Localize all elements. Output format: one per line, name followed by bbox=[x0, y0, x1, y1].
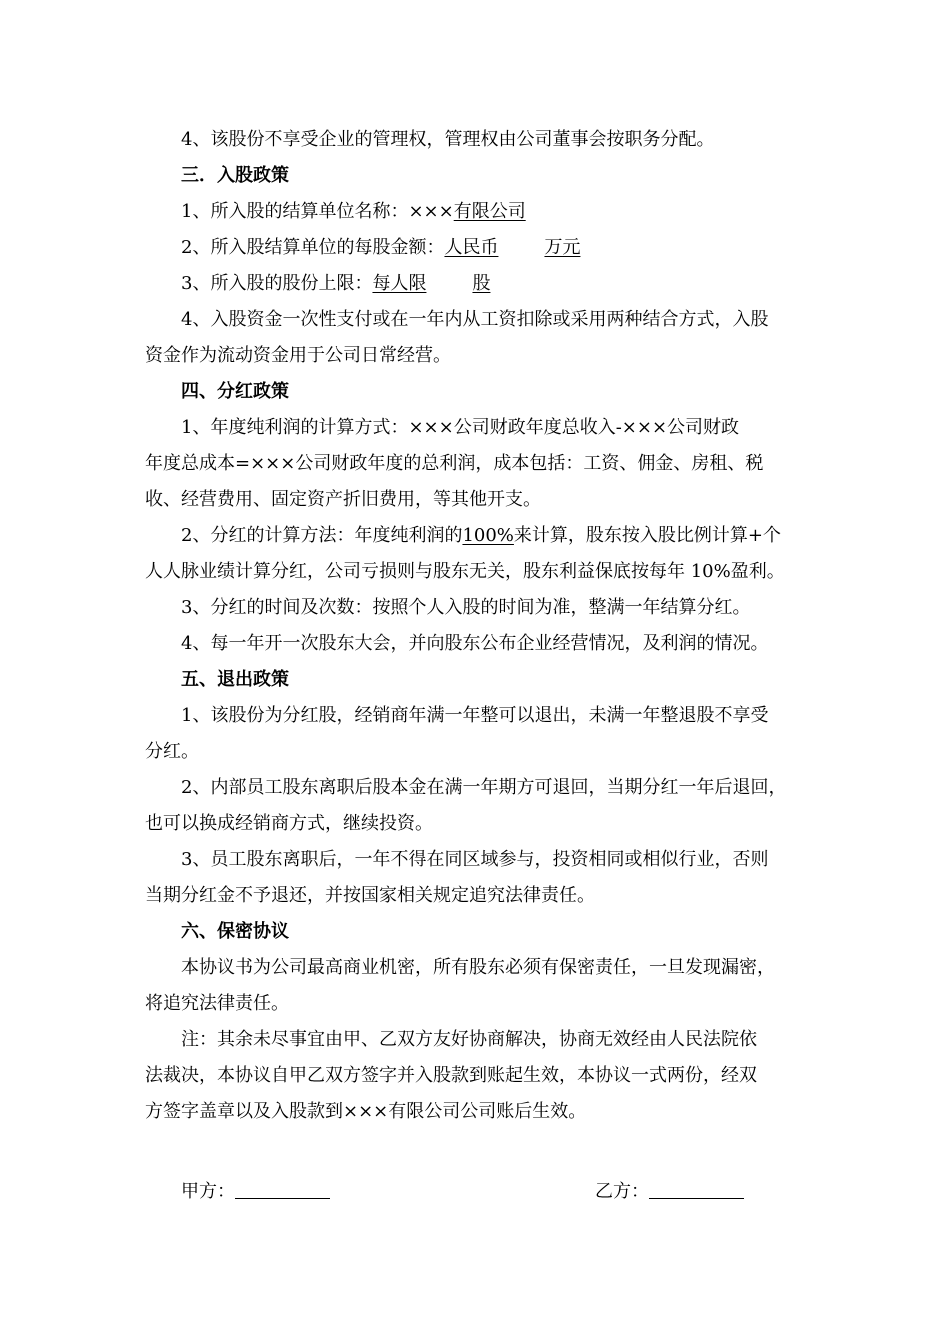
clause-line: 当期分红金不予退还，并按国家相关规定追究法律责任。 bbox=[145, 885, 595, 906]
clause-text: 3、所入股的股份上限： bbox=[181, 273, 373, 294]
currency-label: 人民币 bbox=[444, 237, 499, 258]
party-a-blank bbox=[235, 1180, 330, 1199]
clause-line: 年度总成本=×××公司财政年度的总利润，成本包括：工资、佣金、房租、税 bbox=[145, 453, 764, 474]
note-line: 法裁决，本协议自甲乙双方签字并入股款到账起生效，本协议一式两份，经双 bbox=[145, 1065, 757, 1086]
clause-line: 1、年度纯利润的计算方式：×××公司财政年度总收入-×××公司财政 bbox=[181, 417, 740, 438]
clause-line: 人人脉业绩计算分红，公司亏损则与股东无关，股东利益保底按每年 10%盈利。 bbox=[145, 561, 785, 582]
unit-label: 万元 bbox=[544, 237, 581, 258]
clause-line: 资金作为流动资金用于公司日常经营。 bbox=[145, 345, 451, 366]
underlined-value bbox=[372, 273, 499, 294]
underlined-value: 100% bbox=[462, 525, 514, 546]
clause-text: 2、分红的计算方法：年度纯利润的 bbox=[181, 525, 463, 546]
note-line: 注：其余未尽事宜由甲、乙双方友好协商解决，协商无效经由人民法院依 bbox=[181, 1029, 757, 1050]
clause-line: 4、该股份不享受企业的管理权，管理权由公司董事会按职务分配。 bbox=[181, 129, 715, 150]
clause-text: 2、所入股结算单位的每股金额： bbox=[181, 237, 445, 258]
party-a-label: 甲方： bbox=[181, 1181, 235, 1202]
section-heading-5: 五、退出政策 bbox=[181, 669, 289, 690]
clause-line: 2、内部员工股东离职后股本金在满一年期方可退回，当期分红一年后退回， bbox=[181, 777, 787, 798]
party-b-label: 乙方： bbox=[595, 1181, 649, 1202]
clause-line: 收、经营费用、固定资产折旧费用，等其他开支。 bbox=[145, 489, 541, 510]
clause-line: 3、员工股东离职后，一年不得在同区域参与，投资相同或相似行业，否则 bbox=[181, 849, 769, 870]
party-b-signature bbox=[595, 1180, 744, 1204]
clause-line: 分红。 bbox=[145, 741, 199, 762]
clause-line: 3、分红的时间及次数：按照个人入股的时间为准，整满一年结算分红。 bbox=[181, 597, 751, 618]
underlined-value: 有限公司 bbox=[453, 201, 526, 222]
clause-line bbox=[181, 524, 781, 548]
clause-line bbox=[181, 236, 580, 260]
clause-line: 本协议书为公司最高商业机密，所有股东必须有保密责任，一旦发现漏密， bbox=[181, 957, 775, 978]
clause-line: 也可以换成经销商方式，继续投资。 bbox=[145, 813, 433, 834]
clause-line bbox=[181, 200, 526, 224]
clause-line: 1、该股份为分红股，经销商年满一年整可以退出，未满一年整退股不享受 bbox=[181, 705, 769, 726]
limit-label: 每人限 bbox=[372, 273, 427, 294]
note-line: 方签字盖章以及入股款到×××有限公司公司账后生效。 bbox=[145, 1101, 587, 1122]
section-heading-4: 四、分红政策 bbox=[181, 381, 289, 402]
clause-line: 4、入股资金一次性支付或在一年内从工资扣除或采用两种结合方式，入股 bbox=[181, 309, 769, 330]
clause-text: 1、所入股的结算单位名称：××× bbox=[181, 201, 454, 222]
unit-label: 股 bbox=[472, 273, 491, 294]
party-b-blank bbox=[649, 1180, 744, 1199]
clause-line bbox=[181, 272, 499, 296]
clause-line: 4、每一年开一次股东大会，并向股东公布企业经营情况，及利润的情况。 bbox=[181, 633, 769, 654]
underlined-value bbox=[444, 237, 580, 258]
clause-text: 来计算，股东按入股比例计算+个 bbox=[513, 525, 782, 546]
section-heading-3: 三．入股政策 bbox=[181, 165, 289, 186]
clause-line: 将追究法律责任。 bbox=[145, 993, 289, 1014]
section-heading-6: 六、保密协议 bbox=[181, 921, 289, 942]
party-a-signature bbox=[181, 1180, 330, 1204]
